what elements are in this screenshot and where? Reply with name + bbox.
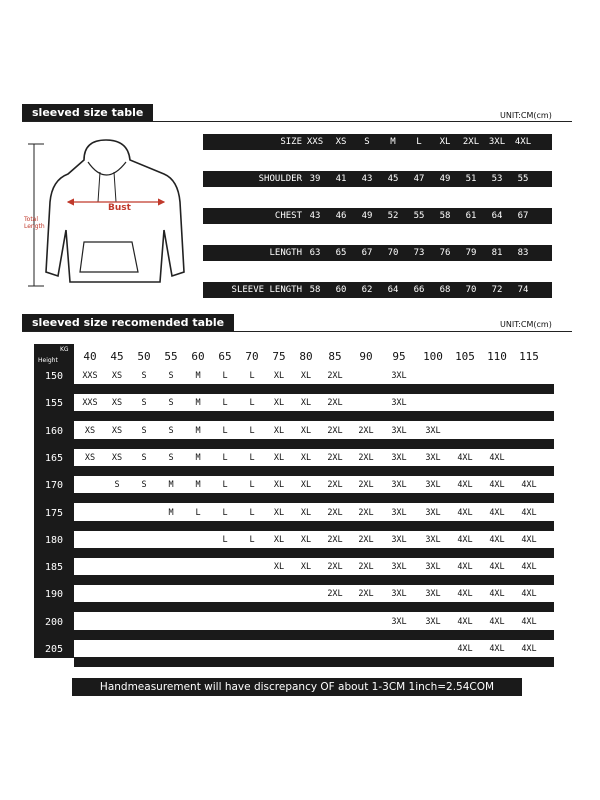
size-cell: 3XL [425, 507, 441, 518]
size-cell: 3XL [425, 452, 441, 463]
size-cell: M [195, 452, 201, 463]
size-cell: L [249, 534, 255, 545]
size-cell: 2XL [358, 507, 374, 518]
size-cell: 2XL [358, 452, 374, 463]
size-value: 65 [335, 248, 347, 258]
size-cell: M [168, 480, 174, 491]
size-cell: 4XL [521, 507, 537, 518]
size-cell: S [141, 371, 147, 381]
size-cell: S [168, 425, 174, 436]
row-line [74, 630, 554, 640]
size-cell: 4XL [457, 452, 473, 463]
kg-label: KG [60, 346, 69, 353]
kg-value: 110 [487, 350, 507, 363]
size-cell: S [141, 480, 147, 491]
size-cell: 2XL [327, 562, 343, 573]
size-cell: M [195, 398, 201, 409]
size-cell: XS [111, 398, 123, 409]
size-cell: 3XL [391, 616, 407, 627]
row-line [74, 466, 554, 476]
size-cell: 3XL [391, 371, 407, 381]
height-value: 185 [44, 562, 64, 574]
size-cell: S [141, 398, 147, 409]
size-cell: XL [300, 371, 312, 381]
total-length-label: Total Length [24, 216, 45, 230]
size-header-row [203, 134, 552, 150]
kg-value: 45 [110, 350, 124, 363]
size-cell: S [168, 398, 174, 409]
size-value: 81 [491, 248, 503, 258]
size-cell: 4XL [489, 589, 505, 600]
size-cell: XL [300, 534, 312, 545]
size-cell: 4XL [521, 534, 537, 545]
size-cell: XS [111, 452, 123, 463]
kg-value: 100 [423, 350, 443, 363]
recommend-title: sleeved size recomended table [22, 314, 234, 332]
size-cell: 2XL [327, 425, 343, 436]
row-line [74, 575, 554, 585]
kg-header-row [74, 344, 554, 368]
size-cell: 4XL [521, 480, 537, 491]
size-cell: XL [273, 452, 285, 463]
size-cell: 4XL [457, 616, 473, 627]
size-cell: 4XL [489, 507, 505, 518]
size-value: 63 [309, 248, 321, 258]
size-cell: 3XL [425, 589, 441, 600]
size-value: 51 [465, 174, 477, 184]
size-value: 68 [439, 285, 451, 295]
size-value: 49 [439, 174, 451, 184]
size-cell: S [141, 425, 147, 436]
size-cell: 2XL [327, 452, 343, 463]
size-value: 64 [491, 211, 503, 221]
kg-value: 50 [137, 350, 151, 363]
size-cell: S [114, 480, 120, 491]
size-cell: XL [273, 425, 285, 436]
size-value: 67 [361, 248, 373, 258]
size-cell: 3XL [425, 425, 441, 436]
size-value: 58 [439, 211, 451, 221]
size-cell: M [195, 480, 201, 491]
kg-value: 80 [299, 350, 313, 363]
size-cell: L [222, 371, 228, 381]
unit-label: UNIT:CM(cm) [500, 320, 552, 329]
size-value: 45 [387, 174, 399, 184]
height-value: 165 [44, 452, 64, 464]
size-cell: 4XL [489, 616, 505, 627]
size-cell: S [168, 452, 174, 463]
size-cell: 2XL [327, 589, 343, 600]
size-cell: 4XL [489, 534, 505, 545]
kg-value: 75 [272, 350, 286, 363]
size-value: 3XL [488, 137, 506, 147]
height-column [34, 344, 74, 658]
size-value: 55 [517, 174, 529, 184]
size-cell: 3XL [391, 562, 407, 573]
size-value: XXS [306, 137, 324, 147]
size-value: 60 [335, 285, 347, 295]
size-value: 43 [361, 174, 373, 184]
size-value: 47 [413, 174, 425, 184]
size-value: 73 [413, 248, 425, 258]
size-cell: L [222, 507, 228, 518]
size-cell: 4XL [521, 589, 537, 600]
unit-label: UNIT:CM(cm) [500, 111, 552, 120]
row-label: CHEST [274, 211, 302, 221]
size-cell: L [249, 507, 255, 518]
size-cell: 3XL [425, 562, 441, 573]
size-cell: L [249, 452, 255, 463]
size-cell: 2XL [358, 480, 374, 491]
size-cell: 3XL [391, 452, 407, 463]
size-cell: 3XL [391, 480, 407, 491]
size-value: 39 [309, 174, 321, 184]
size-value: 61 [465, 211, 477, 221]
size-cell: XXS [82, 371, 98, 381]
size-cell: 4XL [457, 562, 473, 573]
size-value: 70 [465, 285, 477, 295]
size-cell: XL [300, 452, 312, 463]
row-line [74, 411, 554, 421]
size-value: 66 [413, 285, 425, 295]
size-row [203, 171, 552, 187]
size-value: 72 [491, 285, 503, 295]
size-cell: XL [300, 562, 312, 573]
size-cell: 3XL [391, 398, 407, 409]
size-cell: L [249, 398, 255, 409]
size-value: L [416, 137, 422, 147]
bust-label: Bust [108, 203, 131, 213]
size-cell: L [249, 425, 255, 436]
hoodie-diagram [22, 132, 200, 298]
height-value: 170 [44, 480, 64, 492]
kg-value: 95 [392, 350, 406, 363]
row-label: SIZE [280, 137, 302, 147]
kg-value: 90 [359, 350, 373, 363]
size-cell: 4XL [489, 644, 505, 654]
size-cell: 3XL [391, 425, 407, 436]
size-cell: 2XL [327, 507, 343, 518]
size-value: XS [335, 137, 347, 147]
size-cell: XL [273, 562, 285, 573]
size-value: 67 [517, 211, 529, 221]
kg-value: 70 [245, 350, 259, 363]
size-cell: L [222, 452, 228, 463]
size-value: 2XL [462, 137, 480, 147]
size-value: S [364, 137, 370, 147]
size-value: 46 [335, 211, 347, 221]
size-cell: 4XL [521, 644, 537, 654]
size-cell: 2XL [358, 562, 374, 573]
row-line [74, 548, 554, 558]
size-value: 41 [335, 174, 347, 184]
height-value: 205 [44, 644, 64, 655]
size-cell: M [168, 507, 174, 518]
kg-value: 40 [83, 350, 97, 363]
size-cell: S [141, 452, 147, 463]
size-value: 83 [517, 248, 529, 258]
row-line [74, 439, 554, 449]
size-cell: 2XL [358, 534, 374, 545]
size-value: 62 [361, 285, 373, 295]
size-cell: 3XL [391, 534, 407, 545]
size-cell: 2XL [327, 398, 343, 409]
size-value: 79 [465, 248, 477, 258]
size-cell: S [168, 371, 174, 381]
size-cell: 3XL [425, 616, 441, 627]
size-cell: L [249, 480, 255, 491]
size-row [203, 282, 552, 298]
size-cell: 3XL [425, 480, 441, 491]
size-cell: XS [84, 452, 96, 463]
size-cell: 4XL [457, 644, 473, 654]
size-cell: L [222, 398, 228, 409]
size-cell: 2XL [358, 589, 374, 600]
kg-value: 55 [164, 350, 178, 363]
size-cell: 3XL [391, 589, 407, 600]
size-cell: XS [111, 371, 123, 381]
size-cell: 4XL [457, 507, 473, 518]
size-cell: 3XL [391, 507, 407, 518]
size-value: 4XL [514, 137, 532, 147]
size-cell: 2XL [327, 480, 343, 491]
size-value: M [390, 137, 396, 147]
size-cell: XL [300, 507, 312, 518]
row-label: SLEEVE LENGTH [231, 285, 302, 295]
size-cell: 2XL [358, 425, 374, 436]
size-value: 43 [309, 211, 321, 221]
kg-value: 65 [218, 350, 232, 363]
size-cell: XL [273, 507, 285, 518]
size-cell: 4XL [457, 534, 473, 545]
size-cell: 4XL [489, 452, 505, 463]
size-cell: L [195, 507, 201, 518]
row-line [74, 657, 554, 667]
size-cell: M [195, 425, 201, 436]
divider [22, 121, 572, 122]
size-row [203, 245, 552, 261]
size-value: 64 [387, 285, 399, 295]
size-cell: XXS [82, 398, 98, 409]
size-value: 76 [439, 248, 451, 258]
divider [22, 331, 572, 332]
height-value: 190 [44, 589, 64, 601]
row-label: SHOULDER [258, 174, 302, 184]
row-line [74, 384, 554, 394]
size-cell: XL [300, 480, 312, 491]
size-cell: 3XL [425, 534, 441, 545]
size-value: 53 [491, 174, 503, 184]
size-cell: 4XL [489, 562, 505, 573]
footer-note: Handmeasurement will have discrepancy OF about 1-3CM 1inch=2.54COM [72, 678, 522, 696]
size-cell: 4XL [521, 562, 537, 573]
size-cell: XL [273, 480, 285, 491]
row-line [74, 493, 554, 503]
size-cell: L [222, 534, 228, 545]
size-cell: 4XL [489, 480, 505, 491]
size-cell: 4XL [457, 589, 473, 600]
size-cell: 2XL [327, 534, 343, 545]
size-value: 49 [361, 211, 373, 221]
row-line [74, 602, 554, 612]
kg-value: 60 [191, 350, 205, 363]
size-cell: L [222, 480, 228, 491]
size-value: 52 [387, 211, 399, 221]
size-value: 58 [309, 285, 321, 295]
size-cell: XS [111, 425, 123, 436]
height-label: Height [38, 357, 58, 364]
size-cell: L [249, 371, 255, 381]
height-value: 160 [44, 425, 64, 437]
size-cell: XL [273, 398, 285, 409]
size-cell: 2XL [327, 371, 343, 381]
size-cell: L [222, 425, 228, 436]
size-value: XL [439, 137, 451, 147]
size-cell: XL [300, 398, 312, 409]
height-value: 175 [44, 507, 64, 519]
size-value: 70 [387, 248, 399, 258]
kg-value: 85 [328, 350, 342, 363]
kg-value: 115 [519, 350, 539, 363]
size-value: 55 [413, 211, 425, 221]
height-value: 155 [44, 398, 64, 410]
size-row [203, 208, 552, 224]
size-cell: 4XL [457, 480, 473, 491]
size-table-title: sleeved size table [22, 104, 153, 122]
row-label: LENGTH [269, 248, 302, 258]
size-cell: 4XL [521, 616, 537, 627]
size-cell: XL [273, 371, 285, 381]
height-value: 200 [44, 616, 64, 628]
height-value: 180 [44, 534, 64, 546]
size-cell: XS [84, 425, 96, 436]
height-value: 150 [44, 371, 64, 382]
size-cell: M [195, 371, 201, 381]
size-value: 74 [517, 285, 529, 295]
size-cell: XL [273, 534, 285, 545]
size-cell: XL [300, 425, 312, 436]
row-line [74, 521, 554, 531]
kg-value: 105 [455, 350, 475, 363]
